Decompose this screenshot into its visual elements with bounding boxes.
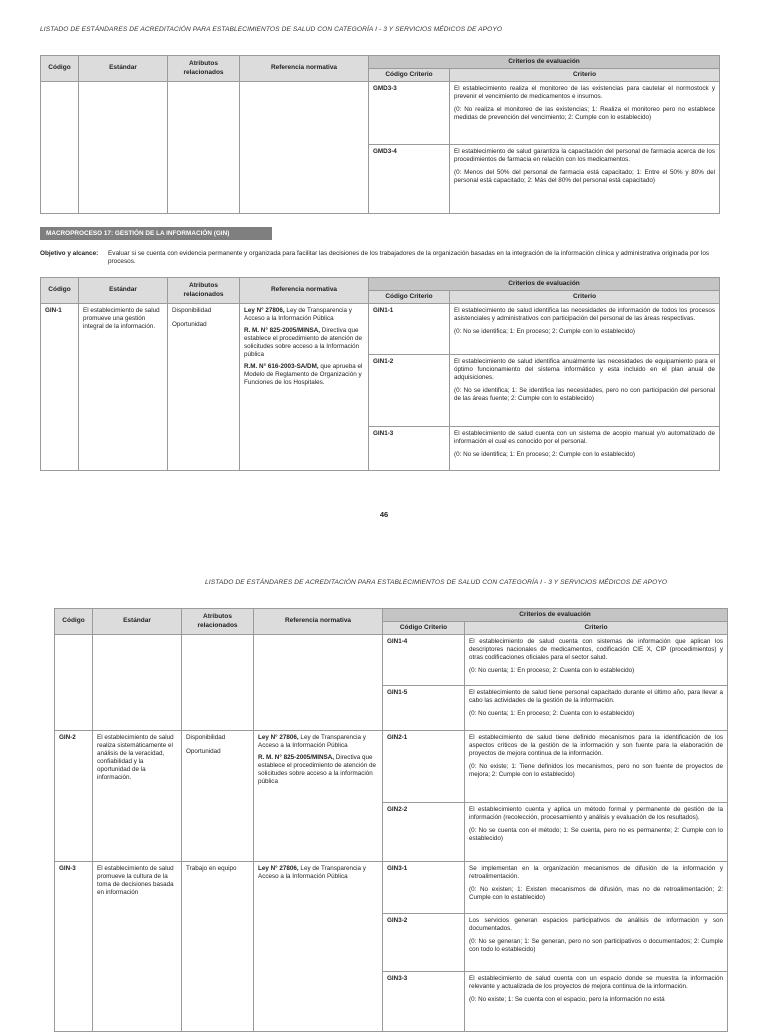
reference-cell	[240, 82, 369, 214]
header-criterio: Criterio	[450, 291, 720, 304]
attributes-cell	[182, 635, 254, 731]
criterion-text	[465, 731, 728, 803]
criterion-code: GIN1-2	[369, 355, 450, 427]
criterion-code: GIN1-5	[383, 686, 465, 731]
criterion-code: GIN3-3	[383, 972, 465, 1032]
standards-table-gin-continuation	[54, 608, 728, 1032]
header-atributos: Atributos relacionados	[168, 278, 240, 304]
standard-text: El establecimiento de salud realiza sistemáticamente el análisis de la veracidad, confiabilidad y la oportunidad de la información.	[93, 731, 182, 862]
reference-cell	[254, 731, 383, 862]
criterion-description: El establecimiento de salud cuenta con un espacio donde se muestra la información relevante y actualizada de los proyectos de mejora continua de la información.	[469, 975, 723, 991]
criterion-description: El establecimiento cuenta y aplica un método formal y permanente de gestión de la información (recolección, procesamiento y análisis y evaluación de los resultados).	[469, 806, 723, 822]
table-row	[55, 635, 728, 686]
criterion-text	[465, 972, 728, 1032]
standards-table-gmd-continuation	[40, 55, 720, 214]
header-referencia: Referencia normativa	[254, 609, 383, 635]
header-estandar: Estándar	[93, 609, 182, 635]
standard-cell	[93, 635, 182, 731]
criterion-scoring: (0: No existe; 1: Tiene definidos los mecanismos, pero no son fuente de proyectos de mejora; 2: Cumple con lo establecido)	[469, 763, 723, 779]
standard-cell	[79, 82, 168, 214]
criterion-code: GIN2-1	[383, 731, 465, 803]
criterion-code: GIN1-4	[383, 635, 465, 686]
criterion-description: Se implementan en la organización mecanismos de difusión de la información y retroalimentación.	[469, 865, 723, 881]
code-cell	[55, 635, 93, 731]
header-codigo: Código	[41, 56, 79, 82]
criterion-code: GIN1-3	[369, 427, 450, 471]
criterion-scoring: (0: No se identifica; 1: En proceso; 2: Cumple con lo establecido)	[454, 451, 635, 459]
criterion-code: GMD3-4	[369, 145, 450, 214]
criterion-description: El establecimiento de salud identifica las necesidades de información de todos los procesos asistenciales y administrativos con participación del personal de las áreas respectivas.	[454, 307, 715, 323]
attribute-label: Oportunidad	[172, 321, 207, 329]
page-number: 46	[379, 510, 389, 519]
criterion-code: GIN1-1	[369, 304, 450, 355]
criterion-scoring: (0: No se identifica; 1: Se identifica las necesidades, pero no con participación del personal de las áreas fuente; 2: Cumple con lo establecido)	[454, 387, 715, 403]
attributes-cell	[182, 731, 254, 862]
table-row	[41, 82, 720, 145]
criterion-text	[450, 145, 720, 214]
reference-item: Ley N° 27806, Ley de Transparencia y Acceso a la Información Pública	[258, 734, 366, 750]
standard-text: El establecimiento de salud promueve la cultura de la toma de decisiones basada en información	[93, 862, 182, 1032]
standard-code: GIN-3	[55, 862, 93, 1032]
header-atributos: Atributos relacionados	[168, 56, 240, 82]
running-header: LISTADO DE ESTÁNDARES DE ACREDITACIÓN PARA ESTABLECIMIENTOS DE SALUD CON CATEGORÍA I - 3 Y SERVICIOS MÉDICOS DE APOYO	[40, 26, 503, 33]
table-row	[55, 731, 728, 803]
criterion-scoring: (0: No existen; 1: Existen mecanismos de difusión, mas no de retroalimentación; 2: Cumple con lo establecido)	[469, 886, 723, 902]
header-codigo: Código	[41, 278, 79, 304]
criterion-code: GMD3-3	[369, 82, 450, 145]
code-cell	[41, 82, 79, 214]
criterion-scoring: (0: No cuenta; 1: En proceso; 2: Cuenta con lo establecido)	[469, 710, 635, 718]
criterion-code: GIN3-2	[383, 914, 465, 972]
objective-text: Evaluar si se cuenta con evidencia permanente y organizada para facilitar las decisiones de los trabajadores de la organización basadas en la integración de la información clínica y administrativa originada por los procesos.	[108, 250, 710, 266]
header-criterio: Criterio	[465, 622, 728, 635]
reference-item: Ley N° 27806, Ley de Transparencia y Acceso a la Información Pública	[244, 307, 352, 323]
criterion-text	[465, 914, 728, 972]
criterion-description: El establecimiento de salud cuenta con un sistema de acopio manual y/o automatizado de información el cual es conocido por el personal.	[454, 430, 715, 446]
standard-code: GIN-1	[41, 304, 79, 471]
reference-item: R.M. N° 616-2003-SA/DM, que aprueba el Modelo de Reglamento de Organización y Funciones de los Hospitales.	[244, 363, 363, 387]
attribute-label: Disponibilidad	[172, 307, 212, 314]
macroproceso-banner: MACROPROCESO 17: GESTIÓN DE LA INFORMACIÓN (GIN)	[40, 227, 272, 240]
table-row	[41, 304, 720, 355]
criterion-text	[465, 862, 728, 914]
standard-text: El establecimiento de salud promueve una gestión integral de la información.	[79, 304, 168, 471]
attributes-cell	[168, 82, 240, 214]
header-referencia: Referencia normativa	[240, 56, 369, 82]
criterion-scoring: (0: No se identifica; 1: En proceso; 2: Cumple con lo establecido)	[454, 328, 635, 336]
header-criterios: Criterios de evaluación	[369, 56, 720, 69]
criterion-text	[450, 304, 720, 355]
criterion-description: Los servicios generan espacios participativos de análisis de información y son documentados.	[469, 917, 723, 933]
criterion-scoring: (0: No se cuenta con el método; 1: Se cuenta, pero no es permanente; 2: Cumple con lo establecido)	[469, 827, 723, 843]
standards-table-gin1	[40, 277, 720, 471]
reference-cell	[254, 862, 383, 1032]
header-referencia: Referencia normativa	[240, 278, 369, 304]
attributes-cell	[168, 304, 240, 471]
header-atributos: Atributos relacionados	[182, 609, 254, 635]
header-codigo-criterio: Código Criterio	[369, 69, 450, 82]
table-row	[55, 862, 728, 914]
running-header: LISTADO DE ESTÁNDARES DE ACREDITACIÓN PARA ESTABLECIMIENTOS DE SALUD CON CATEGORÍA I - 3 Y SERVICIOS MÉDICOS DE APOYO	[205, 579, 668, 586]
reference-cell	[240, 304, 369, 471]
attribute-label: Trabajo en equipo	[186, 865, 237, 872]
criterion-scoring: (0: No existe; 1: Se cuenta con el espacio, pero la información no está	[469, 996, 665, 1004]
reference-cell	[254, 635, 383, 731]
header-codigo-criterio: Código Criterio	[369, 291, 450, 304]
attribute-label: Oportunidad	[186, 748, 221, 756]
criterion-description: El establecimiento de salud tiene definido mecanismos para la identificación de los aspectos críticos de la gestión de la información y son fuente para la elaboración de proyectos de mejora continua de la información.	[469, 734, 723, 758]
criterion-code: GIN3-1	[383, 862, 465, 914]
criterion-text	[465, 803, 728, 862]
attribute-label: Disponibilidad	[186, 734, 226, 741]
criterion-description: El establecimiento de salud garantiza la capacitación del personal de farmacia acerca de los procedimientos de farmacia en relación con los medicamentos.	[454, 148, 715, 164]
criterion-text	[465, 635, 728, 686]
header-codigo: Código	[55, 609, 93, 635]
objective-label: Objetivo y alcance:	[40, 250, 99, 257]
header-codigo-criterio: Código Criterio	[383, 622, 465, 635]
reference-item: R. M. N° 825-2005/MINSA, Directiva que establece el procedimiento de atención de solicitudes sobre acceso a la Información pública	[244, 327, 362, 359]
attributes-cell	[182, 862, 254, 1032]
criterion-description: El establecimiento realiza el monitoreo de las existencias para cautelar el normostock y prevenir el vencimiento de medicamentos e insumos.	[454, 85, 715, 101]
criterion-description: El establecimiento de salud cuenta con sistemas de información que aplican los descriptores nacionales de medicamentos, codificación CIE X, CIP (procedimientos) y otras codificaciones oficiales para el sector salud.	[469, 638, 723, 662]
criterion-text	[450, 427, 720, 471]
criterion-scoring: (0: No realiza el monitoreo de las existencias; 1: Realiza el monitoreo pero no establece medidas de prevención del vencimiento; 2: Cumple con lo establecido)	[454, 106, 715, 122]
criterion-text	[450, 82, 720, 145]
header-estandar: Estándar	[79, 56, 168, 82]
criterion-description: El establecimiento de salud tiene personal capacitado durante el último año, para llevar a cabo las actividades de la gestión de la información.	[469, 689, 723, 705]
header-criterio: Criterio	[450, 69, 720, 82]
criterion-scoring: (0: No cuenta; 1: En proceso; 2: Cuenta con lo establecido)	[469, 667, 635, 675]
reference-item: R. M. N° 825-2005/MINSA, Directiva que establece el procedimiento de atención de solicitudes sobre acceso a la información pública	[258, 754, 376, 786]
standard-code: GIN-2	[55, 731, 93, 862]
criterion-scoring: (0: No se generan; 1: Se generan, pero no son participativos o documentados; 2: Cumple con todo lo establecido)	[469, 938, 723, 954]
criterion-description: El establecimiento de salud identifica anualmente las necesidades de equipamiento para el óptimo funcionamiento del sistema informático y esta incluido en el plan anual de adquisiciones.	[454, 358, 715, 382]
criterion-code: GIN2-2	[383, 803, 465, 862]
criterion-text	[465, 686, 728, 731]
criterion-text	[450, 355, 720, 427]
header-criterios: Criterios de evaluación	[369, 278, 720, 291]
reference-item: Ley N° 27806, Ley de Transparencia y Acceso a la Información Pública	[258, 865, 366, 881]
criterion-scoring: (0: Menos del 50% del personal de farmacia está capacitado; 1: Entre el 50% y 80% del personal está capacitado; 2: Más del 80% del personal está capacitado)	[454, 169, 715, 185]
header-criterios: Criterios de evaluación	[383, 609, 728, 622]
header-estandar: Estándar	[79, 278, 168, 304]
